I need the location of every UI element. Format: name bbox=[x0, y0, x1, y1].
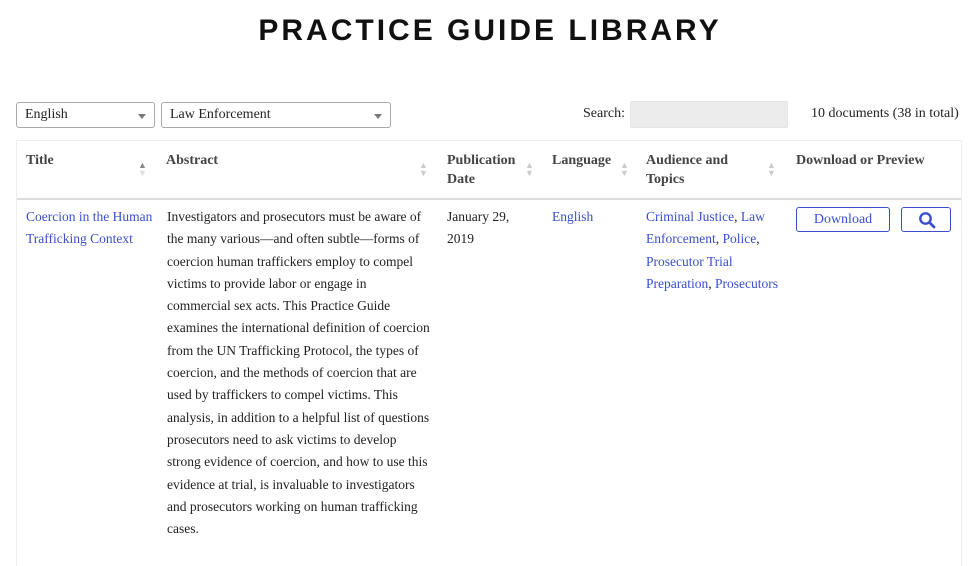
audience-select-value: Law Enforcement bbox=[170, 107, 271, 122]
column-header-audience-topics[interactable] bbox=[646, 151, 756, 189]
sort-icon[interactable]: ▲ ▼ bbox=[419, 160, 428, 178]
column-header-publication-date[interactable] bbox=[447, 151, 527, 189]
document-abstract: Investigators and prosecutors must be aware of the many various—and often subtle—forms of coercion human traffickers employ to compel victims to provide labor or engage in commercial sex acts. This Practice Guide examines the international definition of coercion from the UN Trafficking Protocol, the types of coercion, and the methods of coercion that are used by traffickers to compel victims. This analysis, in addition to a helpful list of questions prosecutors need to ask victims to develop strong evidence of coercion, and how to use this evidence at trial, is invaluable to investigators and prosecutors working on human trafficking cases. bbox=[167, 209, 430, 537]
table-header bbox=[17, 141, 961, 200]
topic-link[interactable]: Prosecutors bbox=[714, 275, 778, 291]
topic-link[interactable]: Criminal Justice bbox=[646, 209, 735, 224]
download-button[interactable]: Download bbox=[796, 207, 890, 232]
search-label: Search: bbox=[583, 106, 625, 121]
sort-icon[interactable]: ▲ ▼ bbox=[620, 160, 629, 178]
column-header-label: Download or Preview bbox=[796, 153, 925, 168]
search-icon bbox=[918, 211, 936, 229]
sort-icon[interactable]: ▲ ▼ bbox=[525, 160, 534, 178]
publication-date: January 29, 2019 bbox=[447, 209, 510, 247]
language-select-value: English bbox=[25, 107, 68, 122]
column-header-label: Publication Date bbox=[447, 153, 516, 187]
documents-table bbox=[16, 140, 962, 566]
language-select[interactable] bbox=[16, 102, 155, 128]
topic-link[interactable]: Police bbox=[722, 231, 757, 247]
column-header-label: Audience and Topics bbox=[646, 153, 729, 187]
document-count: 10 documents (38 in total) bbox=[811, 106, 959, 121]
preview-button[interactable] bbox=[901, 207, 951, 232]
column-header-abstract[interactable] bbox=[166, 151, 366, 170]
sort-icon[interactable]: ▲ ▼ bbox=[138, 160, 147, 178]
column-header-download-preview bbox=[796, 151, 956, 170]
document-title-link[interactable]: Coercion in the Human Trafficking Context bbox=[26, 209, 153, 247]
search-input[interactable] bbox=[630, 101, 788, 128]
audience-topics-list: Criminal Justice, Law Enforcement, Police, Prosecutor Trial Preparation, Prosecutors bbox=[646, 209, 778, 291]
topic-link[interactable]: Law Enforcement bbox=[646, 209, 765, 247]
chevron-down-icon bbox=[374, 114, 382, 119]
page-title: PRACTICE GUIDE LIBRARY bbox=[258, 14, 722, 47]
column-header-label: Language bbox=[552, 153, 612, 168]
audience-select[interactable] bbox=[161, 102, 391, 128]
language-link[interactable]: English bbox=[552, 209, 594, 224]
column-header-title[interactable] bbox=[26, 151, 136, 170]
column-header-label: Abstract bbox=[166, 153, 219, 168]
topic-link[interactable]: Prosecutor Trial Preparation bbox=[646, 253, 733, 291]
column-header-label: Title bbox=[26, 153, 54, 168]
chevron-down-icon bbox=[138, 114, 146, 119]
sort-icon[interactable]: ▲ ▼ bbox=[767, 160, 776, 178]
column-header-language[interactable] bbox=[552, 151, 627, 170]
